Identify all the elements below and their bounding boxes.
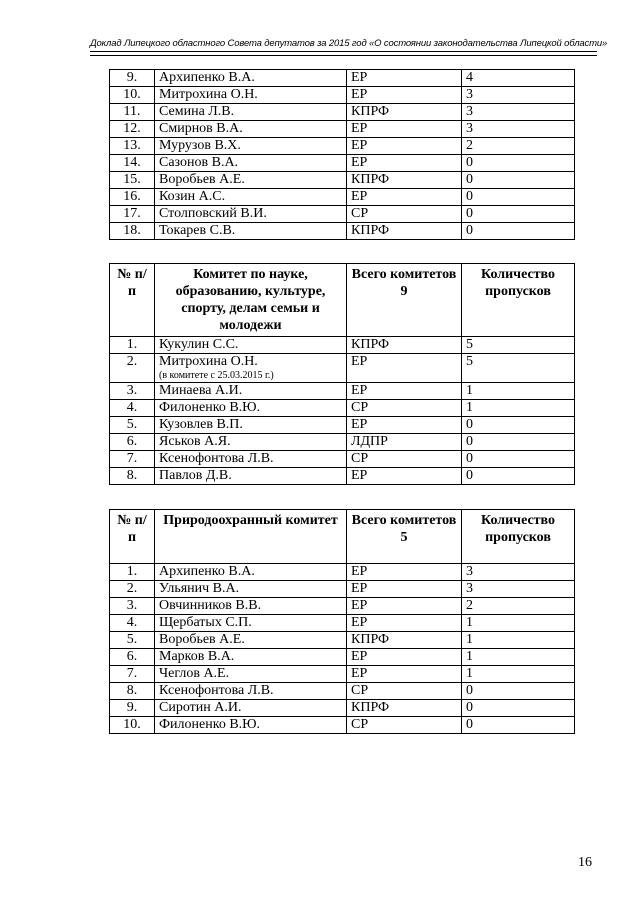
deputy-name: Павлов Д.В. (159, 468, 232, 483)
deputy-name: Козин А.С. (159, 189, 226, 204)
party: КПРФ (347, 223, 462, 240)
absence-count: 0 (462, 189, 575, 206)
row-number: 8. (110, 683, 155, 700)
deputy-name: Филоненко В.Ю. (159, 717, 261, 732)
table-row (110, 70, 575, 87)
party: ЕР (347, 581, 462, 598)
party: КПРФ (347, 172, 462, 189)
table-row (110, 700, 575, 717)
deputy-name-cell (155, 717, 347, 734)
deputy-name: Кукулин С.С. (159, 337, 239, 352)
attendance-table-continued (109, 69, 575, 240)
column-header-number: № п/п (110, 510, 155, 564)
party: ЕР (347, 598, 462, 615)
deputy-name-cell (155, 451, 347, 468)
table-row (110, 337, 575, 354)
row-number: 13. (110, 138, 155, 155)
row-number: 5. (110, 632, 155, 649)
row-number: 18. (110, 223, 155, 240)
deputy-name-cell (155, 598, 347, 615)
deputy-name-cell (155, 223, 347, 240)
row-number: 9. (110, 700, 155, 717)
party: СР (347, 206, 462, 223)
party: СР (347, 717, 462, 734)
table-row (110, 172, 575, 189)
party: КПРФ (347, 104, 462, 121)
deputy-name-cell (155, 417, 347, 434)
deputy-name-cell (155, 172, 347, 189)
deputy-name-cell (155, 615, 347, 632)
deputy-name-cell (155, 206, 347, 223)
party: ЕР (347, 138, 462, 155)
party: ЕР (347, 121, 462, 138)
table-row (110, 400, 575, 417)
row-number: 14. (110, 155, 155, 172)
environmental-committee-table-body (110, 564, 575, 734)
deputy-name: Архипенко В.А. (159, 564, 255, 579)
deputy-name: Семина Л.В. (159, 104, 235, 119)
deputy-name-cell (155, 468, 347, 485)
party: КПРФ (347, 632, 462, 649)
row-number: 3. (110, 383, 155, 400)
deputy-name-cell (155, 683, 347, 700)
deputy-name: Минаева А.И. (159, 383, 243, 398)
row-number: 11. (110, 104, 155, 121)
table-row (110, 354, 575, 383)
row-number: 4. (110, 400, 155, 417)
table-row (110, 683, 575, 700)
party: СР (347, 451, 462, 468)
table-row (110, 581, 575, 598)
deputy-name-cell (155, 666, 347, 683)
deputy-name: Филоненко В.Ю. (159, 400, 261, 415)
deputy-name-cell (155, 354, 347, 383)
absence-count: 5 (462, 354, 575, 383)
absence-count: 0 (462, 717, 575, 734)
deputy-name: Сиротин А.И. (159, 700, 242, 715)
table-row (110, 223, 575, 240)
party: ЕР (347, 70, 462, 87)
deputy-name: Воробьев А.Е. (159, 632, 245, 647)
absence-count: 3 (462, 581, 575, 598)
deputy-name: Ксенофонтова Л.В. (159, 683, 274, 698)
column-header-absences: Количество пропусков (462, 264, 575, 337)
party: ЕР (347, 615, 462, 632)
deputy-name: Марков В.А. (159, 649, 235, 664)
table-header-row (110, 264, 575, 337)
party: ЕР (347, 666, 462, 683)
row-number: 2. (110, 581, 155, 598)
absence-count: 2 (462, 598, 575, 615)
column-header-absences: Количество пропусков (462, 510, 575, 564)
table-row (110, 138, 575, 155)
row-number: 10. (110, 717, 155, 734)
table-row (110, 468, 575, 485)
row-number: 17. (110, 206, 155, 223)
table-row (110, 666, 575, 683)
absence-count: 1 (462, 649, 575, 666)
row-number: 3. (110, 598, 155, 615)
table-row (110, 189, 575, 206)
deputy-name: Сазонов В.А. (159, 155, 239, 170)
table-row (110, 434, 575, 451)
environmental-committee-table (109, 509, 575, 734)
deputy-name-cell (155, 564, 347, 581)
absence-count: 3 (462, 87, 575, 104)
table-row (110, 598, 575, 615)
deputy-name: Кузовлев В.П. (159, 417, 243, 432)
row-number: 16. (110, 189, 155, 206)
deputy-name: Митрохина О.Н. (159, 354, 258, 369)
absence-count: 1 (462, 666, 575, 683)
party: КПРФ (347, 700, 462, 717)
deputy-name-cell (155, 632, 347, 649)
table-row (110, 417, 575, 434)
deputy-name: Ульянич В.А. (159, 581, 240, 596)
deputy-name-cell (155, 400, 347, 417)
deputy-name: Архипенко В.А. (159, 70, 255, 85)
row-number: 9. (110, 70, 155, 87)
column-header-committee: Комитет по науке, образованию, культуре, спорту, делам семьи и молодежи (155, 264, 347, 337)
deputy-name-cell (155, 337, 347, 354)
deputy-name-cell (155, 138, 347, 155)
deputy-name-cell (155, 189, 347, 206)
row-number: 7. (110, 666, 155, 683)
party: ЕР (347, 417, 462, 434)
party: ЕР (347, 564, 462, 581)
table-row (110, 206, 575, 223)
row-number: 2. (110, 354, 155, 383)
deputy-name-cell (155, 434, 347, 451)
deputy-name-cell (155, 649, 347, 666)
deputy-name-cell (155, 155, 347, 172)
absence-count: 3 (462, 104, 575, 121)
deputy-name-cell (155, 700, 347, 717)
party: ЕР (347, 354, 462, 383)
table-row (110, 87, 575, 104)
page-number: 16 (578, 855, 592, 870)
row-number: 4. (110, 615, 155, 632)
absence-count: 0 (462, 700, 575, 717)
row-number: 15. (110, 172, 155, 189)
party: ЛДПР (347, 434, 462, 451)
table-row (110, 155, 575, 172)
row-number: 8. (110, 468, 155, 485)
absence-count: 2 (462, 138, 575, 155)
table-row (110, 717, 575, 734)
deputy-name-cell (155, 70, 347, 87)
deputy-name-cell (155, 581, 347, 598)
table-row (110, 104, 575, 121)
absence-count: 0 (462, 451, 575, 468)
party: ЕР (347, 383, 462, 400)
deputy-name: Яськов А.Я. (159, 434, 231, 449)
column-header-committee: Природоохранный комитет (155, 510, 347, 564)
absence-count: 0 (462, 683, 575, 700)
absence-count: 4 (462, 70, 575, 87)
column-header-total-committees: Всего комитетов 5 (347, 510, 462, 564)
absence-count: 0 (462, 223, 575, 240)
table-row (110, 615, 575, 632)
row-number: 1. (110, 564, 155, 581)
deputy-name: Овчинников В.В. (159, 598, 262, 613)
table-row (110, 451, 575, 468)
deputy-name: Щербатых С.П. (159, 615, 252, 630)
party: ЕР (347, 87, 462, 104)
row-number: 12. (110, 121, 155, 138)
deputy-name: Мурузов В.Х. (159, 138, 241, 153)
table-row (110, 632, 575, 649)
column-header-number: № п/п (110, 264, 155, 337)
absence-count: 1 (462, 383, 575, 400)
deputy-name: Столповский В.И. (159, 206, 267, 221)
party: ЕР (347, 189, 462, 206)
attendance-table-continued-body (110, 70, 575, 240)
page-header: Доклад Липецкого областного Совета депутатов за 2015 год «О состоянии законодательства Липецкой области» (90, 38, 608, 49)
absence-count: 0 (462, 172, 575, 189)
absence-count: 0 (462, 434, 575, 451)
row-number: 7. (110, 451, 155, 468)
deputy-name: Токарев С.В. (159, 223, 236, 238)
deputy-name: Чеглов А.Е. (159, 666, 230, 681)
row-number: 6. (110, 649, 155, 666)
absence-count: 1 (462, 400, 575, 417)
table-row (110, 564, 575, 581)
deputy-name: Ксенофонтова Л.В. (159, 451, 274, 466)
science-education-committee-table-body (110, 337, 575, 485)
party: ЕР (347, 155, 462, 172)
row-number: 6. (110, 434, 155, 451)
science-education-committee-table (109, 263, 575, 485)
absence-count: 0 (462, 417, 575, 434)
deputy-name: Смирнов В.А. (159, 121, 243, 136)
party: СР (347, 400, 462, 417)
absence-count: 3 (462, 121, 575, 138)
header-rule-thin (90, 55, 597, 56)
row-number: 5. (110, 417, 155, 434)
table-row (110, 649, 575, 666)
party: ЕР (347, 649, 462, 666)
column-header-total-committees: Всего комитетов 9 (347, 264, 462, 337)
absence-count: 1 (462, 615, 575, 632)
row-number: 1. (110, 337, 155, 354)
absence-count: 0 (462, 155, 575, 172)
absence-count: 0 (462, 206, 575, 223)
deputy-name-cell (155, 383, 347, 400)
deputy-name-cell (155, 87, 347, 104)
absence-count: 0 (462, 468, 575, 485)
party: СР (347, 683, 462, 700)
table-row (110, 121, 575, 138)
deputy-name: Воробьев А.Е. (159, 172, 245, 187)
table-header-row (110, 510, 575, 564)
row-number: 10. (110, 87, 155, 104)
absence-count: 5 (462, 337, 575, 354)
party: КПРФ (347, 337, 462, 354)
header-rule (90, 51, 597, 52)
absence-count: 3 (462, 564, 575, 581)
deputy-name-cell (155, 104, 347, 121)
absence-count: 1 (462, 632, 575, 649)
membership-note: (в комитете с 25.03.2015 г.) (159, 370, 274, 381)
table-row (110, 383, 575, 400)
deputy-name-cell (155, 121, 347, 138)
party: ЕР (347, 468, 462, 485)
deputy-name: Митрохина О.Н. (159, 87, 258, 102)
